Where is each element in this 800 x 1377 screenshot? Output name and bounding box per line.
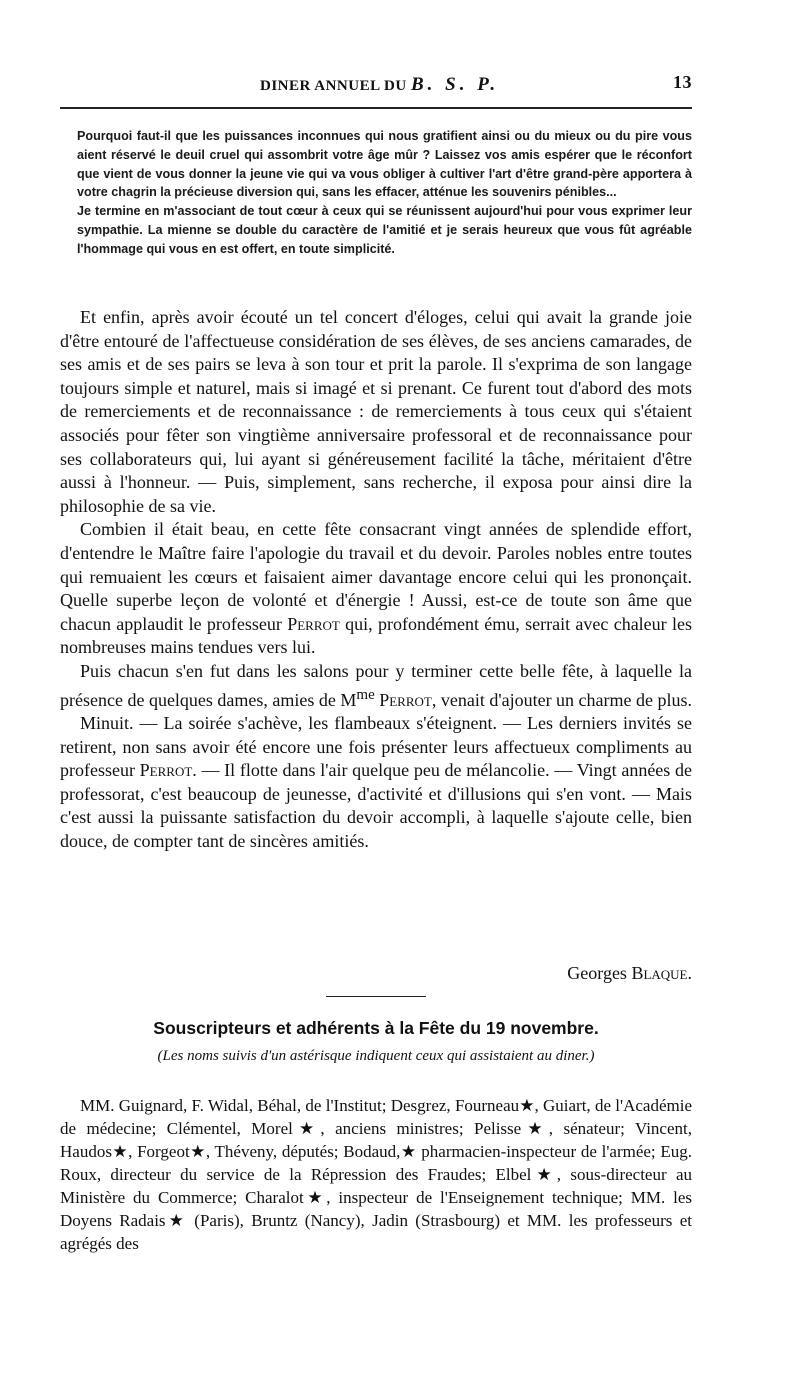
letter-paragraph: Pourquoi faut-il que les puissances inconnues qui nous gratifient ainsi ou du mieux ou du pire vous aient réservé le deuil cruel qui assombrit votre âge mûr ? Laissez vos amis espérer que le réconfort que vient de vous donner la jeune vie qui va vous obliger à cultiver l'art d'être grand-père apportera à votre chagrin la précieuse diversion qui, sans les effacer, atténue les souvenirs pénibles... [77,129,692,200]
body-paragraph [60,660,692,712]
text-run: Puis chacun s'en fut dans les salons pour y terminer cette belle fête, à laquelle la présence de quelques dames, amies de M [60,660,692,710]
section-title: Souscripteurs et adhérents à la Fête du 19 novembre. [153,1018,599,1038]
text-run: qui, profondément ému, serrait avec chaleur les nombreuses mains tendues vers lui. [60,613,692,658]
person-name: Perrot [287,613,340,634]
body-paragraph: Et enfin, après avoir écouté un tel concert d'éloges, celui qui avait la grande joie d'être entouré de l'affectueuse considération de ses élèves, de ses anciens camarades, de ses amis et de ses pairs se leva à son tour et prit la parole. Il s'exprima de son langage toujours simple et naturel, mais si imagé et si prenant. Ce furent tout d'abord des mots de remerciements et de reconnaissance : de remerciements à tous ceux qui s'étaient associés pour fêter son vingtième anniversaire professoral et de reconnaissance pour ses collaborateurs qui, lui ayant si généreusement facilité la tâche, méritaient d'être aussi à l'honneur. — Puis, simplement, sans recherche, il exposa pour ainsi dire la philosophie de sa vie. [60,307,692,516]
person-name: Perrot [379,689,432,710]
superscript: me [356,686,375,703]
person-name: Perrot [139,760,193,781]
text-run: , venait d'ajouter un charme de plus. [431,689,693,710]
text-run: Minuit. — La soirée s'achève, les flambeaux s'éteignent. — Les derniers invités se retirent, non sans avoir été encore une fois présenter leurs affectueux compliments au professeur [60,713,692,781]
body-paragraph [60,712,692,854]
text-run: . — Il flotte dans l'air quelque peu de mélancolie. — Vingt années de professorat, c'est beaucoup de jeunesse, d'activité et d'illusions qui s'en vont. — Mais c'est aussi la puissante satisfaction du devoir accompli, à laquelle s'ajoute celle, bien douce, de compter tant de sincères amitiés. [60,760,692,852]
signature-last-name: Blaque. [631,963,692,983]
text-run: Combien il était beau, en cette fête consacrant vingt années de splendide effort, d'entendre le Maître faire l'apologie du travail et du devoir. Paroles nobles entre toutes qui remuaient les cœurs et faisaient aimer davantage encore celui qui les prononçait. Quelle superbe leçon de volonté et d'énergie ! Aussi, est-ce de toute son âme que chacun applaudit le professeur [60,519,692,634]
section-separator [326,996,426,997]
header-rule [60,107,692,109]
running-title-prefix: DINER ANNUEL DU [260,78,411,94]
page-number: 13 [673,72,692,92]
signature [567,963,692,984]
letter-paragraph: Je termine en m'associant de tout cœur à ceux qui se réunissent aujourd'hui pour vous exprimer leur sympathie. La mienne se double du caractère de l'amitié et je serais heureux que vous fût agréable l'hommage qui vous en est offert, en toute simplicité. [77,204,692,256]
body-paragraph [60,518,692,660]
quoted-letter [77,127,692,259]
running-title [260,74,499,96]
section-note: (Les noms suivis d'un astérisque indiquent ceux qui assistaient au diner.) [157,1048,595,1064]
subscriber-list-text: MM. Guignard, F. Widal, Béhal, de l'Institut; Desgrez, Fourneau★, Guiart, de l'Académie de médecine; Clémentel, Morel★, anciens ministres; Pelisse★, sénateur; Vincent, Haudos★, Forgeot★, Théveny, députés; Bodaud,★ pharmacien-inspecteur de l'armée; Eug. Roux, directeur du service de la Répression des Fraudes; Elbel★, sous-directeur au Ministère du Commerce; Charalot★, inspecteur de l'Enseignement technique; MM. les Doyens Radais★ (Paris), Bruntz (Nancy), Jadin (Strasbourg) et MM. les professeurs et agrégés des [60,1096,692,1253]
subscriber-list [60,1094,692,1255]
signature-first-name: Georges [567,963,632,983]
article-body [60,306,692,854]
running-header [60,74,692,96]
running-title-abbr: B. S. P. [410,74,500,95]
